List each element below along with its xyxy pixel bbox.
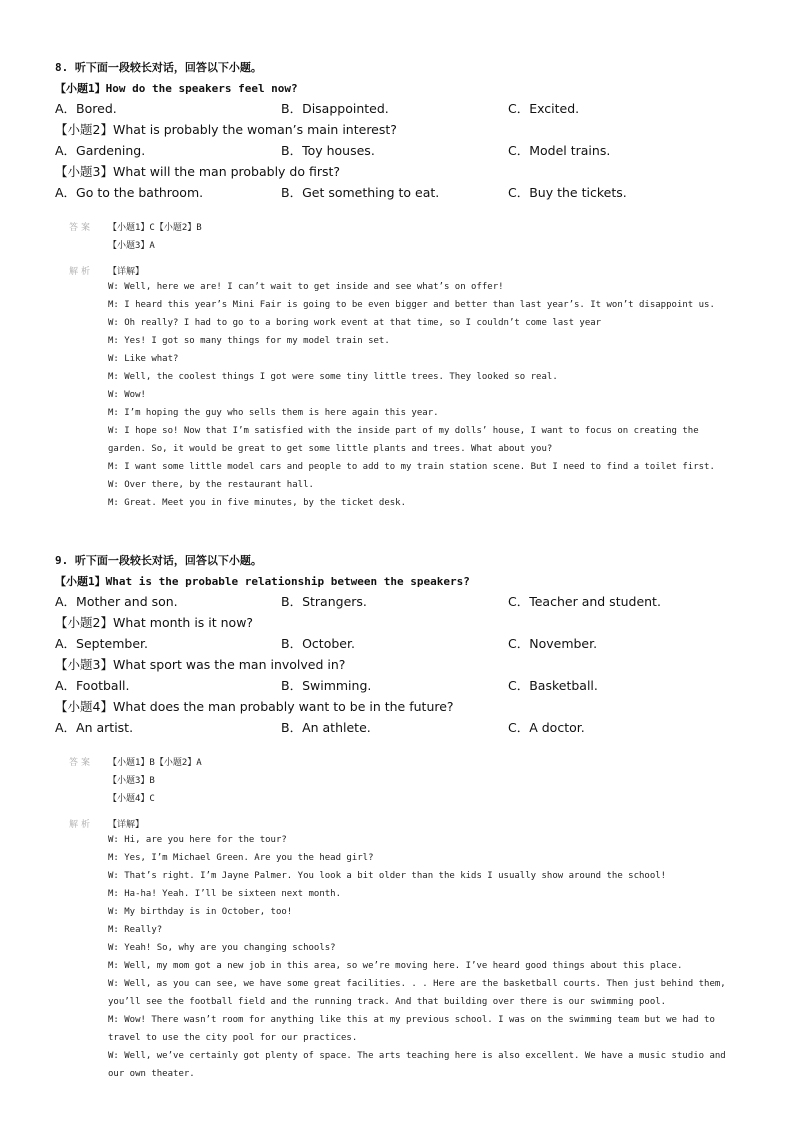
q8-analysis-line: M: I want some little model cars and people to add to my train station scene. But I need to find a toilet first. (108, 462, 715, 472)
q9-analysis-line: W: Well, we’ve certainly got plenty of space. The arts teaching here is also excellent. We have a music studio and (108, 1051, 726, 1061)
q9-analysis-line: our own theater. (108, 1069, 195, 1079)
q9-analysis-line: 【详解】 (108, 820, 145, 830)
q9-analysis-line: M: Well, my mom got a new job in this area, so we’re moving here. I’ve heard good things about this place. (108, 961, 683, 971)
q8-sub1-option-a: A．Bored. (55, 101, 117, 116)
q8-sub3-option-a: A．Go to the bathroom. (55, 185, 204, 200)
q9-sub2-option-b: B．October. (281, 636, 355, 651)
q9-answer-line: 【小题4】C (108, 794, 155, 804)
q8-answer-line: 【小题1】C【小题2】B (108, 223, 202, 233)
q8-analysis-line: M: Yes! I got so many things for my model train set. (108, 336, 390, 346)
q8-analysis-line: W: Well, here we are! I can’t wait to get inside and see what’s on offer! (108, 282, 504, 292)
q9-sub2-question: 【小题2】What month is it now? (55, 615, 254, 630)
q8-answer-line: 【小题3】A (108, 241, 155, 251)
q9-sub1-option-b: B．Strangers. (281, 594, 367, 609)
q9-answer-line: 【小题3】B (108, 776, 155, 786)
q8-analysis-line: W: Wow! (108, 390, 146, 400)
q8-sub3-option-b: B．Get something to eat. (281, 185, 440, 200)
q9-analysis-line: M: Yes, I’m Michael Green. Are you the head girl? (108, 853, 374, 863)
q9-analysis-line: you’ll see the football field and the running track. And that building over there is our swimming pool. (108, 997, 667, 1007)
q8-analysis-line: 【详解】 (108, 267, 145, 277)
q8-sub2-option-c: C．Model trains. (508, 143, 611, 158)
q9-analysis-line: M: Ha-ha! Yeah. I’ll be sixteen next month. (108, 889, 341, 899)
q9-sub4-question: 【小题4】What does the man probably want to be in the future? (55, 699, 454, 714)
q8-analysis-line: M: Well, the coolest things I got were some tiny little trees. They looked so real. (108, 372, 558, 382)
q8-answer-tag: 答案 (69, 223, 94, 233)
q9-sub1-option-c: C．Teacher and student. (508, 594, 661, 609)
q8-sub1-option-b: B．Disappointed. (281, 101, 389, 116)
q8-sub2-question: 【小题2】What is probably the woman’s main interest? (55, 122, 397, 137)
q8-analysis-line: W: I hope so! Now that I’m satisfied with the inside part of my dolls’ house, I want to focus on creating the (108, 426, 699, 436)
q9-sub3-question: 【小题3】What sport was the man involved in? (55, 657, 346, 672)
q9-analysis-tag: 解析 (69, 820, 94, 830)
q8-analysis-line: M: I heard this year’s Mini Fair is going to be even bigger and better than last year’s. It won’t disappoint us. (108, 300, 715, 310)
q9-analysis-line: M: Really? (108, 925, 163, 935)
q9-heading: 9. 听下面一段较长对话，回答以下小题。 (55, 554, 262, 567)
q8-heading: 8. 听下面一段较长对话，回答以下小题。 (55, 61, 262, 74)
q9-answer-line: 【小题1】B【小题2】A (108, 758, 202, 768)
q9-answer-tag: 答案 (69, 758, 94, 768)
q8-sub3-question: 【小题3】What will the man probably do first? (55, 164, 341, 179)
q8-analysis-line: W: Oh really? I had to go to a boring work event at that time, so I couldn’t come last year (108, 318, 602, 328)
q8-analysis-tag: 解析 (69, 267, 94, 277)
q9-sub1-question: 【小题1】What is the probable relationship between the speakers? (55, 575, 470, 588)
q8-analysis-line: M: I’m hoping the guy who sells them is here again this year. (108, 408, 439, 418)
q9-sub3-option-a: A．Football. (55, 678, 130, 693)
q9-sub2-option-a: A．September. (55, 636, 148, 651)
q9-analysis-line: W: Hi, are you here for the tour? (108, 835, 287, 845)
q9-analysis-line: W: Well, as you can see, we have some great facilities. . . Here are the basketball courts. Then just behind them, (108, 979, 726, 989)
q9-analysis-line: W: My birthday is in October, too! (108, 907, 293, 917)
q8-analysis-line: W: Like what? (108, 354, 179, 364)
q9-sub4-option-c: C．A doctor. (508, 720, 585, 735)
q9-analysis-line: W: Yeah! So, why are you changing schools? (108, 943, 336, 953)
q9-sub3-option-c: C．Basketball. (508, 678, 598, 693)
q8-sub1-option-c: C．Excited. (508, 101, 580, 116)
q9-sub4-option-b: B．An athlete. (281, 720, 371, 735)
q9-sub4-option-a: A．An artist. (55, 720, 134, 735)
q8-analysis-line: W: Over there, by the restaurant hall. (108, 480, 314, 490)
q8-analysis-line: M: Great. Meet you in five minutes, by the ticket desk. (108, 498, 407, 508)
q8-analysis-line: garden. So, it would be great to get some little plants and trees. What about you? (108, 444, 553, 454)
q8-sub3-option-c: C．Buy the tickets. (508, 185, 627, 200)
q8-sub1-question: 【小题1】How do the speakers feel now? (55, 82, 298, 95)
q8-sub2-option-a: A．Gardening. (55, 143, 146, 158)
q9-sub2-option-c: C．November. (508, 636, 598, 651)
q9-sub1-option-a: A．Mother and son. (55, 594, 178, 609)
q9-sub3-option-b: B．Swimming. (281, 678, 372, 693)
q9-analysis-line: travel to use the city pool for our practices. (108, 1033, 358, 1043)
q9-analysis-line: M: Wow! There wasn’t room for anything like this at my previous school. I was on the swimming team but we had to (108, 1015, 715, 1025)
q9-analysis-line: W: That’s right. I’m Jayne Palmer. You look a bit older than the kids I usually show around the school! (108, 871, 667, 881)
q8-sub2-option-b: B．Toy houses. (281, 143, 375, 158)
